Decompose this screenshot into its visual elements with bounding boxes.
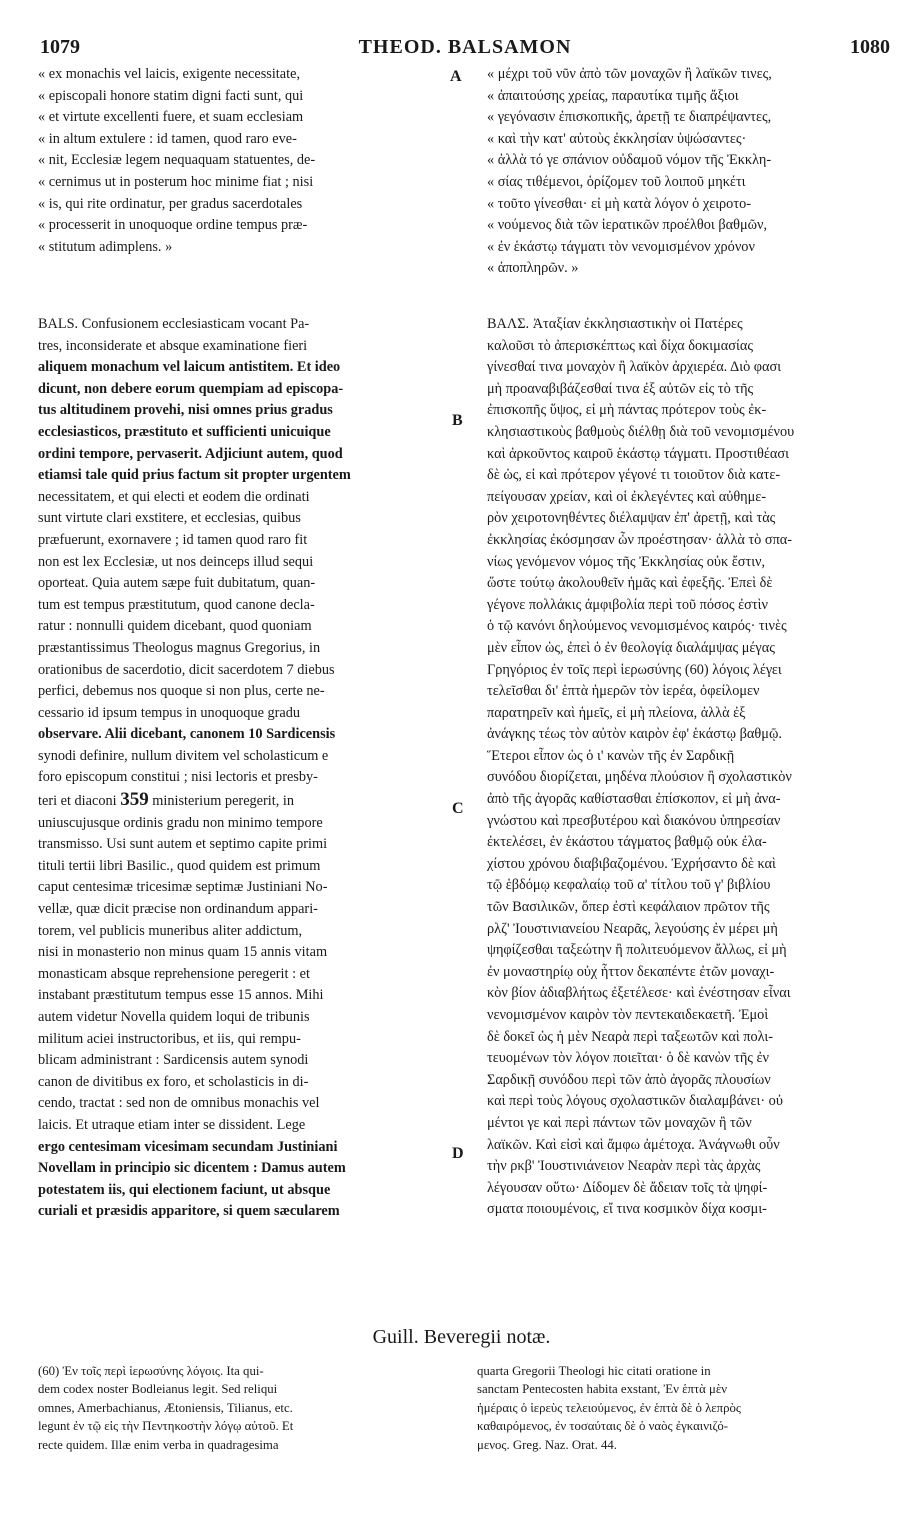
text-line: « σίας τιθέμενοι, ὁρίζομεν τοῦ λοιποῦ μηκέτι xyxy=(487,173,746,190)
text-line: λαϊκῶν. Καὶ εἰσὶ καὶ ἄμφω ἀμέτοχα. Ἀνάγνωθι οὖν xyxy=(487,1136,780,1153)
text-line: τῷ ἑβδόμῳ κεφαλαίῳ τοῦ α' τίτλου τοῦ γ' βιβλίου xyxy=(487,877,771,894)
text-line: δὲ δοκεῖ ὡς ἡ μὲν Νεαρὰ περὶ ταξεωτῶν καὶ πολι- xyxy=(487,1028,773,1045)
text-line: νίως γενόμενον νόμος τῆς Ἐκκλησίας οὐκ ἔστιν, xyxy=(487,553,766,570)
text-line: præstantissimus Theologus magnus Gregorius, in xyxy=(38,639,321,656)
text-line: monasticam absque reprehensione peregerit : et xyxy=(38,965,310,982)
text-line: cessario id ipsum tempus in unoquoque gradu xyxy=(38,704,301,721)
text-line: uniuscujusque ordinis gradu non minimo tempore xyxy=(38,814,323,831)
text-line: blicam administrant : Sardicensis autem synodi xyxy=(38,1052,309,1069)
text-line: ρλζ' Ἰουστινιανείου Νεαρᾶς, λεγούσης ἐν μέρει μὴ xyxy=(487,920,778,937)
text-fragment: teri et diaconi xyxy=(38,793,117,810)
margin-letter-b: B xyxy=(452,412,463,429)
text-line: ἐκτελέσει, ἐν ἑκάστου τάγματος βαθμῷ οὐκ ἐλα- xyxy=(487,834,767,851)
running-header xyxy=(40,36,890,60)
text-line: vellæ, quæ dicit præcise non ordinandum appari- xyxy=(38,901,318,918)
text-line: χίστου χρόνου διαβιβαζομένου. Ἐχρήσαντο δὲ καὶ xyxy=(487,855,776,872)
text-line: ἐπισκοπῆς ὕψος, εἰ μὴ πάντας πρότερον τοὺς ἐκ- xyxy=(487,402,767,419)
text-line: caput centesimæ tricesimæ septimæ Justiniani No- xyxy=(38,879,328,896)
text-line: laicis. Et utraque etiam inter se dissident. Lege xyxy=(38,1116,306,1133)
column-number: 359 xyxy=(120,789,149,811)
text-line: potestatem iis, qui electionem faciunt, ut absque xyxy=(38,1181,331,1198)
text-line: καὶ περὶ τοὺς λόγους σχολαστικῶν διαλαμβάνει· οὐ xyxy=(487,1093,783,1110)
text-line: καλοῦσι τὸ ἀπερισκέπτως καὶ δίχα δοκιμασίας xyxy=(487,337,754,354)
text-line: ordini tempore, pervaserit. Adjiciunt autem, quod xyxy=(38,445,343,462)
text-line: torem, vel publicis muneribus aliter addictum, xyxy=(38,922,303,939)
text-line: ecclesiasticos, præstituto et sufficienti unicuique xyxy=(38,423,331,440)
footnote-line: quarta Gregorii Theologi hic citati oratione in xyxy=(477,1364,711,1378)
footnote-line: καθαιρόμενος, ἐν τοσαύταις δὲ ὁ ναὸς ἐγκαινιζό- xyxy=(477,1419,728,1434)
text-line: τελεῖσθαι δι' ἑπτὰ ἡμερῶν τὸν ἱερέα, ὀφείλομεν xyxy=(487,683,760,700)
footnote-line: μενος. Greg. Naz. Orat. 44. xyxy=(477,1437,617,1452)
greek-commentary-column xyxy=(487,314,891,1221)
footnote-line: dem codex noster Bodleianus legit. Sed reliqui xyxy=(38,1382,278,1397)
text-line: Σαρδικῇ συνόδου περὶ τῶν ἀπὸ ἀγορᾶς πλουσίων xyxy=(487,1071,771,1088)
text-line: tres, inconsiderate et absque examinatione fieri xyxy=(38,337,308,354)
text-line: « et virtute excellenti fuere, et suam ecclesiam xyxy=(38,109,304,126)
text-line: « ἀπαιτούσης χρείας, παραυτίκα τιμῆς ἄξιοι xyxy=(487,87,739,104)
text-line: « ἐν ἑκάστῳ τάγματι τὸν νενομισμένον χρόνον xyxy=(487,238,755,255)
text-line: κλησιαστικοὺς βαθμοὺς διέλθῃ διὰ τοῦ νενομισμένου xyxy=(487,423,795,440)
text-line: λέγουσαν οὕτω· Δίδομεν δὲ ἄδειαν τοῖς τὰ ψηφί- xyxy=(487,1179,768,1196)
footnote-line: legunt ἐν τῷ εἰς τὴν Πεντηκοστὴν λόγῳ αὐτοῦ. Et xyxy=(38,1419,294,1434)
text-line: cendo, tractat : sed non de omnibus monachis vel xyxy=(38,1095,320,1112)
text-line: perfici, debemus nos quoque si non plus, certe ne- xyxy=(38,683,325,700)
text-line: γίνεσθαί τινα μοναχὸν ἢ λαϊκὸν ἀρχιερέα. Διὸ φασι xyxy=(487,359,782,376)
footnote-line: recte quidem. Illæ enim verba in quadragesima xyxy=(38,1437,279,1452)
page-number-left: 1079 xyxy=(40,36,80,58)
text-line: autem videtur Novella quidem loqui de tribunis xyxy=(38,1009,310,1025)
text-line: κὸν βίον ἀδιαβλήτως ἐξετέλεσε· καὶ ἐνέστησαν εἶναι xyxy=(487,985,791,1002)
text-line: instabant præstitutum tempus esse 15 annos. Mihi xyxy=(38,987,324,1004)
text-line: γέγονε πολλάκις ἀμφιβολία περὶ τοῦ πόσος ἐστὶν xyxy=(487,596,768,613)
text-line: μέντοι γε καὶ περὶ πάντων τῶν μοναχῶν ἢ τῶν xyxy=(487,1114,752,1131)
text-line: foro episcopum constitui ; nisi lectoris et presby- xyxy=(38,769,318,786)
text-line: canon de divitibus ex foro, et scholasticis in di- xyxy=(38,1073,309,1090)
text-line: militum aciei instructoribus, et iis, qui rempu- xyxy=(38,1030,301,1047)
footnotes-right-column xyxy=(477,1362,891,1454)
text-line: orationibus de sacerdotio, dicit sacerdotem 7 diebus xyxy=(38,661,335,678)
text-line: « stitutum adimplens. » xyxy=(38,238,173,255)
text-line: συνόδου διορίζεται, μηδένα πλούσιον ἢ σχολαστικὸν xyxy=(487,769,792,786)
text-line: ἀνάγκης τέως τὸν αὐτὸν καιρὸν ἐφ' ἑκάστῳ βαθμῷ. xyxy=(487,726,782,743)
text-line: ὁ τῷ κανόνι δηλούμενος νενομισμένος καιρός· τινὲς xyxy=(487,618,787,635)
text-line: τῶν Βασιλικῶν, ὅπερ ἐστὶ κεφάλαιον πρῶτον τῆς xyxy=(487,899,770,916)
text-line: nisi in monasterio non minus quam 15 annis vitam xyxy=(38,944,328,961)
text-line: γνώστου καὶ πρεσβυτέρου καὶ διακόνου ὑπηρεσίαν xyxy=(487,812,781,829)
text-line: necessitatem, et qui electi et eodem die ordinati xyxy=(38,488,310,505)
text-line: « μέχρι τοῦ νῦν ἀπὸ τῶν μοναχῶν ἢ λαϊκῶν τινες, xyxy=(487,66,772,82)
text-line: καὶ ἀρκοῦντος καιροῦ ἑκάστῳ τάγματι. Προστιθέασι xyxy=(487,445,789,462)
text-line: curiali et præsidis apparitore, si quem sæcularem xyxy=(38,1203,340,1220)
text-line: τευομένων τὸν λόγον ποιεῖται· ὁ δὲ κανὼν τῆς ἐν xyxy=(487,1050,770,1067)
text-line: oporteat. Quia autem sæpe fuit dubitatum, quan- xyxy=(38,575,316,592)
footnote-line: sanctam Pentecosten habita exstant, Ἐν ἑπτὰ μὲν xyxy=(477,1382,728,1397)
text-line: πείγουσαν χρείαν, καὶ οἱ ἐκλεγέντες καὶ αὐθημε- xyxy=(487,488,767,505)
text-line: δὲ ὡς, εἰ καὶ πρότερον γέγονέ τι τοιοῦτον διὰ κατε- xyxy=(487,467,781,484)
text-line: non est lex Ecclesiæ, ut nos deinceps illud sequi xyxy=(38,553,314,570)
text-line: tituli tertii libri Basilic., quod quidem est primum xyxy=(38,857,321,874)
margin-letter-c: C xyxy=(452,800,464,817)
text-line: « γεγόνασιν ἐπισκοπικῆς, ἀρετῇ τε διαπρέψαντες, xyxy=(487,109,772,126)
text-line: ergo centesimam vicesimam secundam Justiniani xyxy=(38,1138,338,1155)
footnotes-left-column xyxy=(38,1362,458,1454)
text-line: παρατηρεῖν καὶ ἡμεῖς, εἰ μὴ πλείονα, ἀλλὰ ἐξ xyxy=(487,704,746,721)
page-number-right: 1080 xyxy=(850,36,890,58)
text-line: μὲν εἶπον ὡς, ἐπεὶ ὁ ἐν θεολογίᾳ διαλάμψας μέγας xyxy=(487,639,775,656)
text-line xyxy=(38,789,446,813)
text-line: BALS. Confusionem ecclesiasticam vocant Pa- xyxy=(38,316,310,332)
text-line: dicunt, non debere eorum quempiam ad episcopa- xyxy=(38,380,344,397)
text-line: ratur : nonnulli quidem dicebant, quod quoniam xyxy=(38,618,312,635)
text-line: σματα ποιουμένοις, εἴ τινα κοσμικὸν δίχα κοσμι- xyxy=(487,1201,767,1218)
footnote-line: ἡμέραις ὁ ἱερεὺς τελειούμενος, ἐν ἑπτὰ δὲ ὁ λεπρὸς xyxy=(477,1400,741,1415)
text-line: ὥστε τούτῳ ἀκολουθεῖν ἡμᾶς καὶ ἐφεξῆς. Ἐπεὶ δὲ xyxy=(487,575,773,592)
text-line: tum est tempus præstitutum, quod canone decla- xyxy=(38,596,315,613)
latin-canon-column xyxy=(38,64,446,258)
text-line: « νούμενος διὰ τῶν ἱερατικῶν προέλθοι βαθμῶν, xyxy=(487,217,768,234)
text-line: ἐκκλησίας ἐκόσμησαν ὧν προέστησαν· ἀλλὰ τὸ σπα- xyxy=(487,531,793,548)
text-line: præfuerunt, exornavere ; id tamen quod raro fit xyxy=(38,531,308,548)
latin-commentary-column xyxy=(38,314,446,1223)
text-line: ἀπὸ τῆς ἀγορᾶς καθίστασθαι ἐπίσκοπον, εἰ μὴ ἀνα- xyxy=(487,791,781,808)
text-line: νενομισμένον καιρὸν τὸν πεντεκαιδεκαετῆ. Ἐμοὶ xyxy=(487,1007,769,1023)
text-line: transmisso. Usi sunt autem et septimo capite primi xyxy=(38,836,328,853)
text-line: τὴν ρκβ' Ἰουστινιάνειον Νεαρὰν περὶ τὰς ἀρχὰς xyxy=(487,1158,761,1175)
text-line: ΒΑΛΣ. Ἀταξίαν ἐκκλησιαστικὴν οἱ Πατέρες xyxy=(487,316,743,332)
text-line: Γρηγόριος ἐν τοῖς περὶ ἱερωσύνης (60) λόγοις λέγει xyxy=(487,661,782,678)
text-line: ψηφίζεσθαι ταξεώτην ἢ πολιτευόμενον ἄλλως, εἰ μὴ xyxy=(487,942,787,959)
text-line: tus altitudinem provehi, nisi omnes prius gradus xyxy=(38,402,333,419)
text-line: « is, qui rite ordinatur, per gradus sacerdotales xyxy=(38,195,303,212)
text-line: sunt virtute clari exstitere, et ecclesias, quibus xyxy=(38,510,301,527)
text-line: « processerit in unoquoque ordine tempus præ- xyxy=(38,217,308,234)
text-line: ἐν μοναστηρίῳ οὐχ ἧττον δεκαπέντε ἐτῶν μοναχι- xyxy=(487,963,775,980)
text-line: synodi definire, nullum divitem vel scholasticum e xyxy=(38,747,329,764)
text-line: μὴ προαναβιβάζεσθαί τινα ἐξ αὐτῶν εἰς τὸ τῆς xyxy=(487,380,754,397)
footnote-line: omnes, Amerbachianus, Ætoniensis, Tilianus, etc. xyxy=(38,1400,293,1415)
text-line: « in altum extulere : id tamen, quod raro eve- xyxy=(38,130,297,147)
text-line: « καὶ τὴν κατ' αὐτοὺς ἐκκλησίαν ὑψώσαντες· xyxy=(487,130,747,147)
text-line: « ex monachis vel laicis, exigente necessitate, xyxy=(38,66,301,82)
text-fragment: ministerium peregerit, in xyxy=(152,793,295,810)
text-line: etiamsi tale quid prius factum sit propter urgentem xyxy=(38,467,351,484)
notes-heading: Guill. Beveregii notæ. xyxy=(372,1326,551,1348)
footnote-line: (60) Ἐν τοῖς περὶ ἱερωσύνης λόγοις. Ita qui- xyxy=(38,1364,264,1378)
text-line: « nit, Ecclesiæ legem nequaquam statuentes, de- xyxy=(38,152,316,169)
running-title: THEOD. BALSAMON xyxy=(358,36,572,58)
text-line: ρὸν χειροτονηθέντες διέλαμψαν ἐπ' ἀρετῇ, καὶ τὰς xyxy=(487,510,776,527)
margin-letter-d: D xyxy=(452,1145,464,1162)
greek-canon-column xyxy=(487,64,891,280)
text-line: Novellam in principio sic dicentem : Damus autem xyxy=(38,1160,346,1177)
text-line: observare. Alii dicebant, canonem 10 Sardicensis xyxy=(38,726,336,743)
text-line: Ἕτεροι εἶπον ὡς ὁ ι' κανὼν τῆς ἐν Σαρδικῇ xyxy=(487,747,735,764)
margin-letter-a: A xyxy=(450,68,462,85)
text-line: « ἀποπληρῶν. » xyxy=(487,260,579,277)
text-line: « τοῦτο γίνεσθαι· εἰ μὴ κατὰ λόγον ὁ χειροτο- xyxy=(487,195,751,212)
text-line: aliquem monachum vel laicum antistitem. Et ideo xyxy=(38,359,341,376)
text-line: « episcopali honore statim digni facti sunt, qui xyxy=(38,87,304,104)
text-line: « cernimus ut in posterum hoc minime fiat ; nisi xyxy=(38,173,314,190)
text-line: « ἀλλὰ τό γε σπάνιον οὐδαμοῦ νόμον τῆς Ἐκκλη- xyxy=(487,152,772,169)
